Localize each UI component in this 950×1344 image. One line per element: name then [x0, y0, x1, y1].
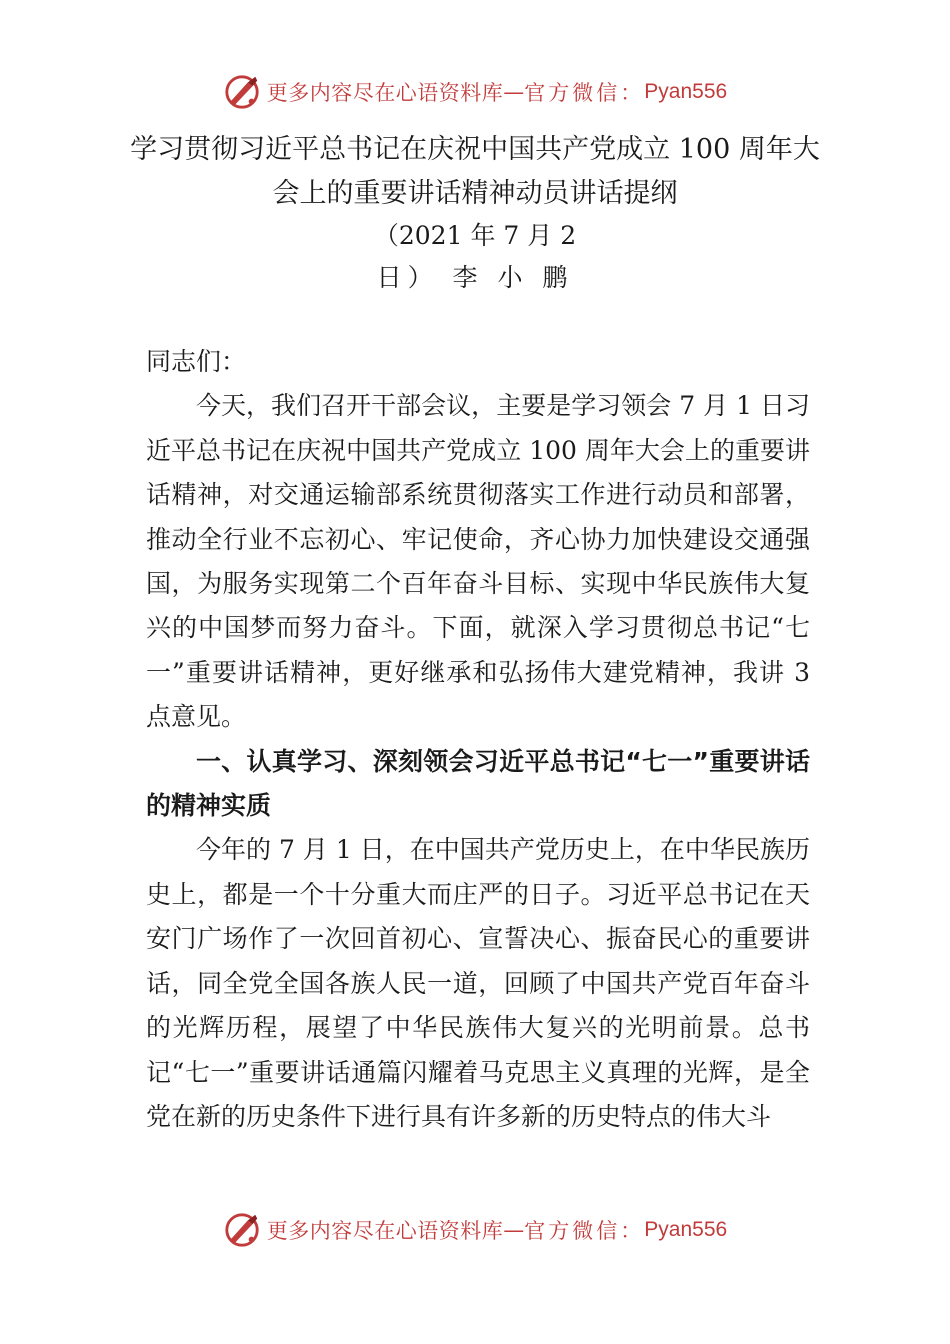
author-line: 日） 李 小 鹏 [376, 263, 574, 292]
wechat-label: 官方微信： [524, 1219, 645, 1243]
pen-logo-icon [223, 73, 261, 111]
banner-dash: — [503, 80, 525, 104]
date-line: （2021 年 7 月 2 [373, 221, 577, 250]
paragraph-intro: 今天，我们召开干部会议，主要是学习领会 7 月 1 日习近平总书记在庆祝中国共产党成立 100 周年大会上的重要讲话精神，对交通运输部系统贯彻落实工作进行动员和部署，推动全行业不忘初心、牢记使命，齐心协力加快建设交通强国，为服务实现第二个百年奋斗目标、实现中华民族伟大复兴的中国梦而努力奋斗。下面，就深入学习贯彻总书记“七一”重要讲话精神，更好继承和弘扬伟大建党精神，我讲 3 点意见。 [146, 391, 810, 732]
section-heading: 一、认真学习、深刻领会习近平总书记“七一”重要讲话的精神实质 [146, 746, 810, 821]
document-title: 学习贯彻习近平总书记在庆祝中国共产党成立 100 周年大会上的重要讲话精神动员讲话提纲 [130, 134, 820, 209]
wechat-label: 官方微信： [524, 81, 645, 105]
footer-banner [0, 1210, 950, 1250]
pen-logo-icon [223, 1211, 261, 1249]
salutation: 同志们： [146, 347, 247, 376]
promo-text: 更多内容尽在心语资料库 [266, 81, 504, 105]
wechat-id: Pyan556 [644, 1218, 728, 1241]
header-banner [0, 72, 950, 112]
wechat-id: Pyan556 [644, 80, 728, 103]
banner-dash: — [503, 1218, 525, 1242]
document-body [146, 340, 810, 1139]
paragraph-section-1: 今年的 7 月 1 日，在中国共产党历史上，在中华民族历史上，都是一个十分重大而庄严的日子。习近平总书记在天安门广场作了一次回首初心、宣誓决心、振奋民心的重要讲话，同全党全国各族人民一道，回顾了中国共产党百年奋斗的光辉历程，展望了中华民族伟大复兴的光明前景。总书记“七一”重要讲话通篇闪耀着马克思主义真理的光辉，是全党在新的历史条件下进行具有许多新的历史特点的伟大斗 [146, 835, 810, 1131]
promo-text: 更多内容尽在心语资料库 [266, 1219, 504, 1243]
